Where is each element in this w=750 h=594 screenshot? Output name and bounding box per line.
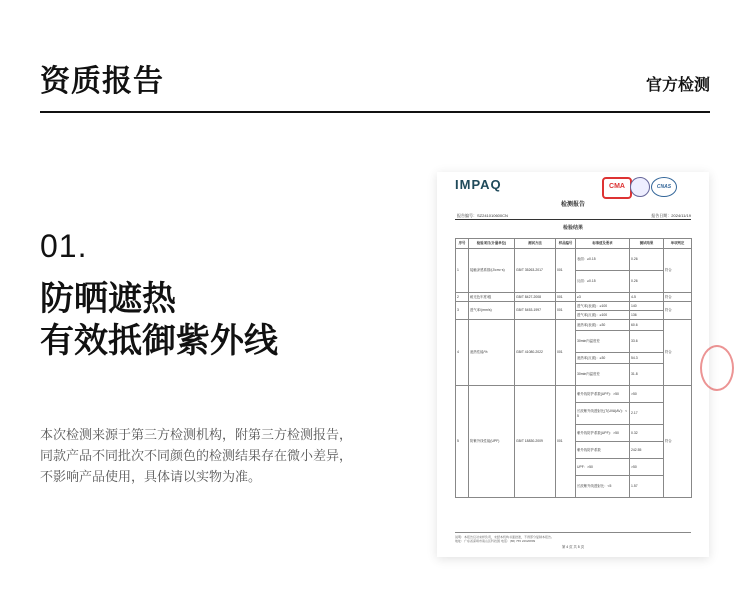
table-row: 紫外线防护系数 242.55 — [456, 442, 692, 459]
desc-line-2: 同款产品不同批次不同颜色的检测结果存在微小差异， — [40, 448, 353, 463]
ilac-cert-icon — [630, 177, 650, 197]
report-subtitle: 检验结果 — [562, 225, 583, 231]
report-divider — [455, 219, 691, 220]
report-title: 检测报告 — [560, 202, 585, 208]
report-page-number: 第 4 页 共 5 页 — [561, 545, 585, 549]
footer-note: 说明：本报告仅对来样负责，未经本机构书面批准，不得部分复制本报告。 — [455, 535, 555, 539]
headline-line-2: 有效抵御紫外线 — [40, 322, 278, 360]
report-footer — [455, 532, 691, 543]
official-test-label: 官方检测 — [645, 77, 710, 94]
col-header: 标准值及要求 — [576, 239, 630, 249]
section-description — [40, 424, 380, 487]
table-row: 长波紫外线透射比(T(UVA)AV)：<5 2.17 — [456, 403, 692, 425]
report-number: 报告编号：SZ241010600CN — [457, 213, 508, 218]
desc-line-3: 不影响产品使用，具体请以实物为准。 — [40, 469, 262, 484]
col-header: 测试方法 — [515, 239, 556, 249]
section-number: 01. — [40, 228, 88, 264]
test-report-image — [437, 172, 709, 557]
table-row: 30min内温度差 31.8 — [456, 364, 692, 386]
col-header: 单项判定 — [664, 239, 692, 249]
table-row: 遮热率(反面)：≥30 54.3 — [456, 353, 692, 364]
table-row: 5 防紫外线性能(UPF) GB/T 18830-2009 001 紫外线防护系数(UPF)：>50 >50 符合 — [456, 386, 692, 403]
cnas-cert-icon: CNAS — [651, 177, 677, 197]
col-header: 测试结果 — [630, 239, 664, 249]
page-title: 资质报告 — [40, 65, 164, 98]
table-row: 透气率(反面)：≥100 136 — [456, 311, 692, 320]
cma-cert-icon: CMA — [602, 177, 632, 199]
table-row: 紫外线防护系数(UPF)：>50 0.32 — [456, 425, 692, 442]
col-header: 序号 — [456, 239, 469, 249]
table-row: 4 遮热性能/% GB/T 41080-2022 001 遮热率(表面)：≥30 60.6 符合 — [456, 320, 692, 331]
col-header: 检验项目(计量单位) — [469, 239, 515, 249]
header-divider — [40, 111, 710, 113]
table-row: 长波紫外线透射比：<5 1.57 — [456, 476, 692, 498]
table-row: UPF：>50 >50 — [456, 459, 692, 476]
headline-line-1: 防晒遮热 — [40, 280, 176, 318]
red-seal-stamp — [700, 345, 734, 391]
table-header-row — [456, 239, 692, 249]
table-row: 30min内温度差 33.6 — [456, 331, 692, 353]
impaq-logo: IMPAQ — [455, 177, 502, 192]
desc-line-1: 本次检测来源于第三方检测机构，附第三方检测报告， — [40, 427, 353, 442]
report-date: 报告日期：2024/11/19 — [651, 213, 691, 218]
table-row: 反面：≥0.15 0.26 — [456, 271, 692, 293]
table-row: 1 接触凉感系数/(J/cm²·s) GB/T 35263-2017 001 表面：≥0.15 0.26 符合 — [456, 249, 692, 271]
section-headline — [40, 278, 278, 362]
table-row: 3 透气率/(mm/s) GB/T 5453-1997 001 透气率(表面)：≥100 140 符合 — [456, 302, 692, 311]
col-header: 样品编号 — [556, 239, 576, 249]
footer-address: 地址：广东省深圳市南山区科技园 电话：(86) 755 22920899 — [455, 539, 536, 543]
table-row: 2 耐光色牢度/级 GB/T 8427-2008 001 ≥3 4-5 符合 — [456, 293, 692, 302]
results-table — [455, 238, 692, 498]
